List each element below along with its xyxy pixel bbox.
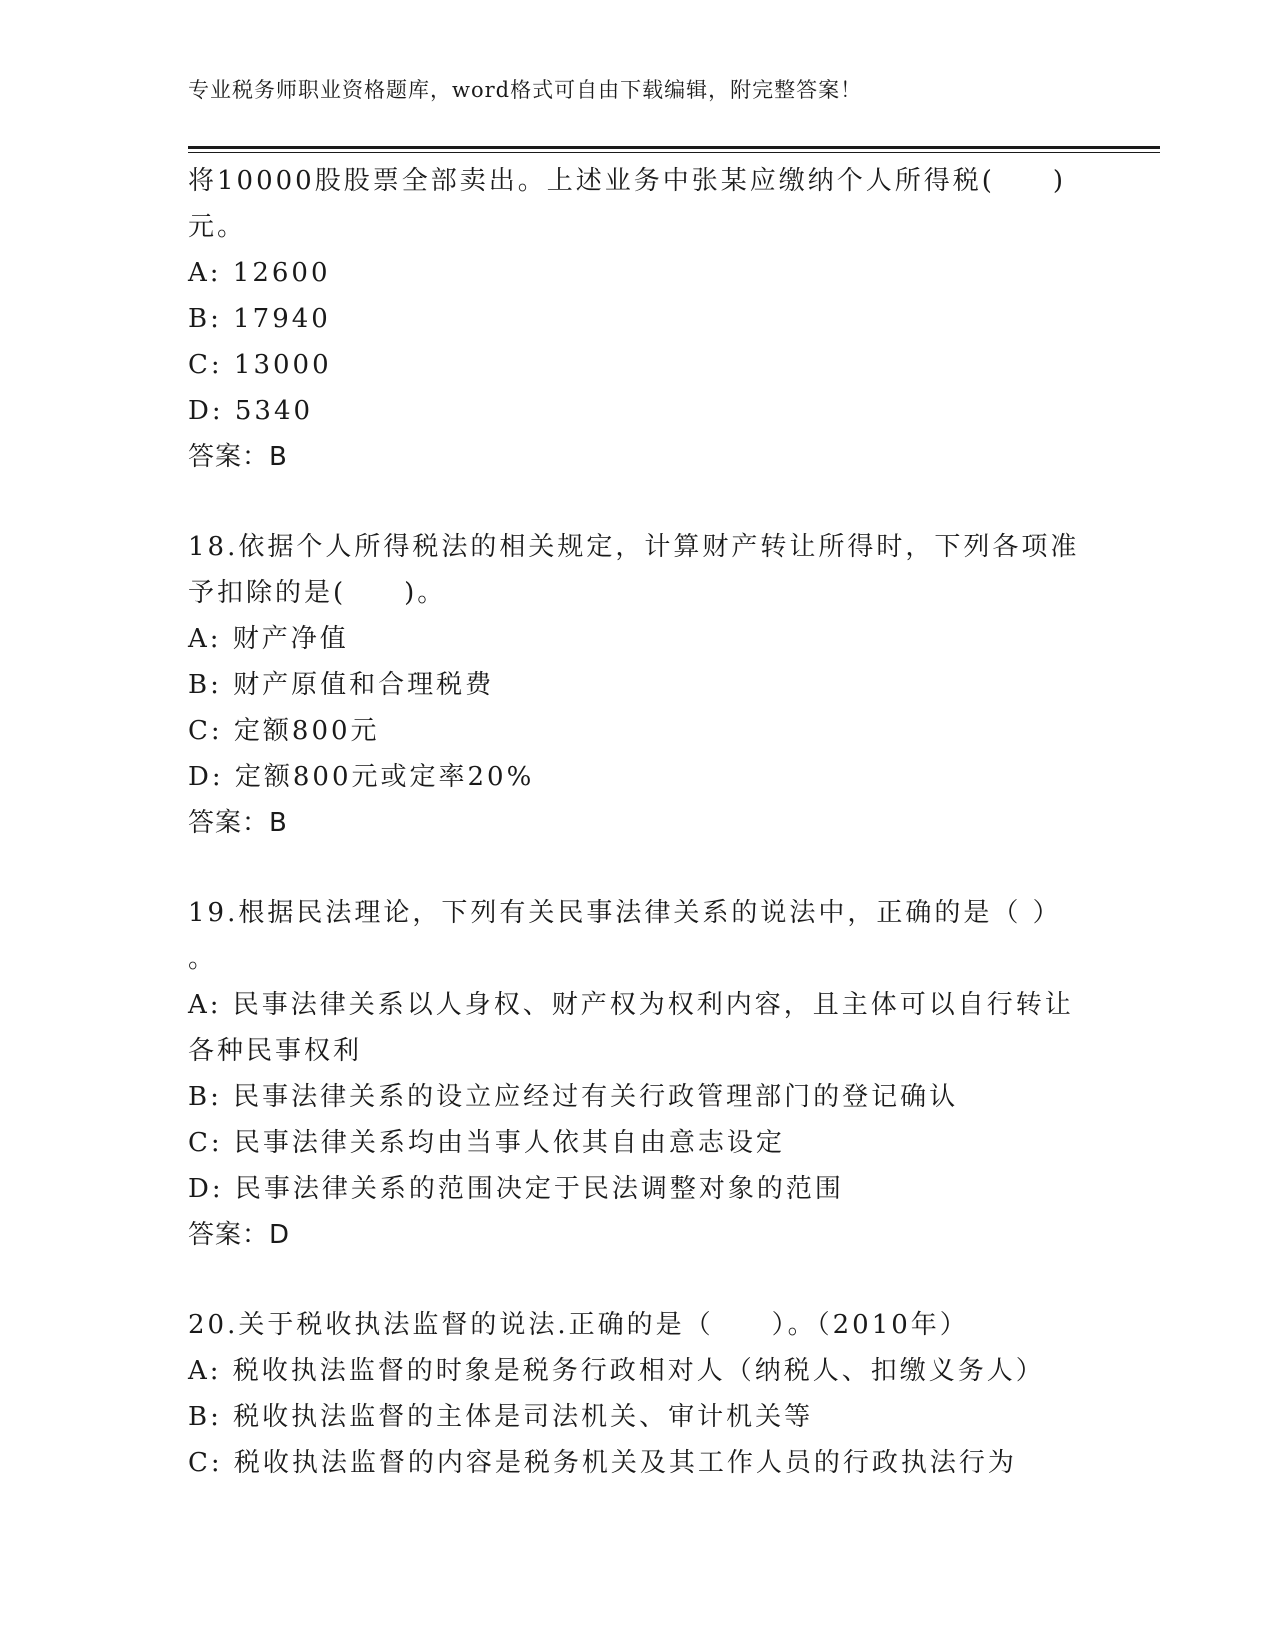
question-20-option-b: B: 税收执法监督的主体是司法机关、审计机关等 [188,1402,814,1432]
header-rule-thin [188,152,1160,153]
page-header-text: 专业税务师职业资格题库，word格式可自由下载编辑，附完整答案！ [188,78,863,102]
question-20 [188,1302,1088,1486]
question-18-answer: 答案：B [188,808,288,838]
question-18-option-c: C: 定额800元 [188,716,380,746]
question-17-option-d: D: 5340 [188,396,314,426]
question-17-option-c: C: 13000 [188,350,332,380]
question-18-stem-line-2: 予扣除的是( )。 [188,578,447,608]
question-content [188,158,1088,1486]
question-spacer [188,846,1088,890]
question-18-stem-line-1: 18.依据个人所得税法的相关规定，计算财产转让所得时，下列各项准 [188,532,1080,562]
question-20-stem-line-1: 20.关于税收执法监督的说法.正确的是（ ）。（2010年） [188,1310,969,1340]
question-18-option-a: A: 财产净值 [188,624,349,654]
question-19-answer: 答案：D [188,1220,291,1250]
question-18-option-d: D: 定额800元或定率20% [188,762,535,792]
question-18 [188,524,1088,846]
question-17 [188,158,1088,480]
question-19-option-b: B: 民事法律关系的设立应经过有关行政管理部门的登记确认 [188,1082,959,1112]
question-17-option-b: B: 17940 [188,304,331,334]
question-spacer [188,1258,1088,1302]
question-17-stem-line-2: 元。 [188,212,247,242]
question-19-option-c: C: 民事法律关系均由当事人依其自由意志设定 [188,1128,785,1158]
question-19-stem-line-1: 19.根据民法理论，下列有关民事法律关系的说法中，正确的是（ ） [188,898,1062,928]
question-19-stem-line-2: 。 [188,944,218,974]
question-20-option-a: A: 税收执法监督的时象是税务行政相对人（纳税人、扣缴义务人） [188,1356,1045,1386]
question-spacer [188,480,1088,524]
question-20-option-c: C: 税收执法监督的内容是税务机关及其工作人员的行政执法行为 [188,1448,1017,1478]
question-19-option-a-line-1: A: 民事法律关系以人身权、财产权为权利内容，且主体可以自行转让 [188,990,1074,1020]
question-19 [188,890,1088,1258]
question-19-option-a-line-2: 各种民事权利 [188,1036,363,1066]
question-17-option-a: A: 12600 [188,258,331,288]
question-17-stem-line-1: 将10000股股票全部卖出。上述业务中张某应缴纳个人所得税( ) [188,166,1066,196]
question-17-answer: 答案：B [188,442,288,472]
question-19-option-d: D: 民事法律关系的范围决定于民法调整对象的范围 [188,1174,844,1204]
question-18-option-b: B: 财产原值和合理税费 [188,670,495,700]
header-rule-thick [188,146,1160,149]
